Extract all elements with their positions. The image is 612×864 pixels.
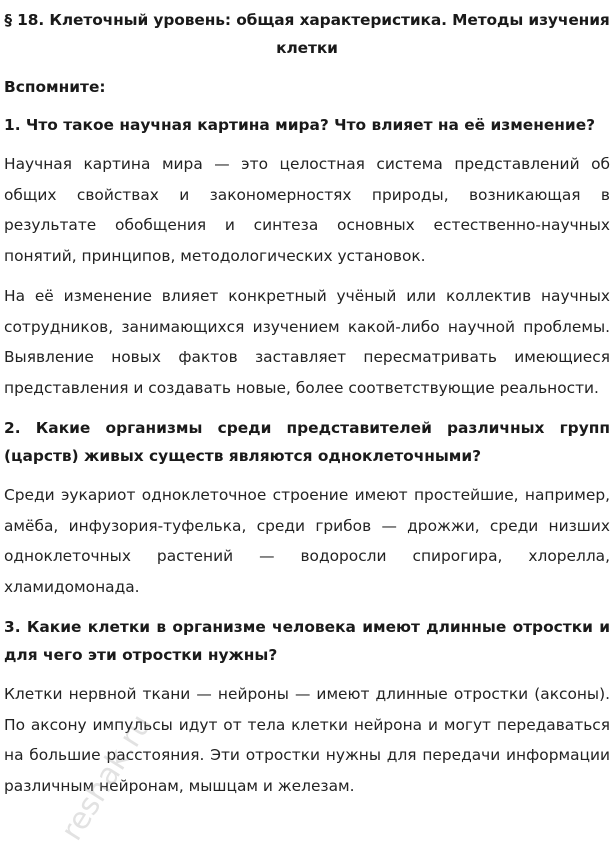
recall-heading: Вспомните: bbox=[4, 78, 106, 96]
question-2: 2. Какие организмы среди представителей различных групп (царств) живых существ являются одноклеточными? bbox=[4, 419, 610, 465]
answer-1-paragraph-1: Научная картина мира — это целостная система представлений об общих свойствах и закономерностях природы, возникающая в результате обобщения и синтеза основных естественно-научных понятий, принципов, методологических установок. bbox=[4, 155, 610, 265]
question-1: 1. Что такое научная картина мира? Что влияет на её изменение? bbox=[4, 116, 596, 134]
answer-1-paragraph-2: На её изменение влияет конкретный учёный или коллектив научных сотрудников, занимающихся изучением какой-либо научной проблемы. Выявление новых фактов заставляет пересматривать имеющиеся представления и создавать новые, более соответствующие реальности. bbox=[4, 287, 610, 397]
answer-3-paragraph-1: Клетки нервной ткани — нейроны — имеют длинные отростки (аксоны). По аксону импульсы идут от тела клетки нейрона и могут передаваться на большие расстояния. Эти отростки нужны для передачи информации различным нейронам, мышцам и железам. bbox=[4, 685, 610, 795]
answer-2-paragraph-1: Среди эукариот одноклеточное строение имеют простейшие, например, амёба, инфузория-туфелька, среди грибов — дрожжи, среди низших одноклеточных растений — водоросли спирогира, хлорелла, хламидомонада. bbox=[4, 486, 610, 596]
page-title: § 18. Клеточный уровень: общая характеристика. Методы изучения клетки bbox=[4, 11, 610, 57]
watermark-text: reshak.ru bbox=[54, 708, 160, 847]
question-3: 3. Какие клетки в организме человека имеют длинные отростки и для чего эти отростки нужны? bbox=[4, 618, 610, 664]
